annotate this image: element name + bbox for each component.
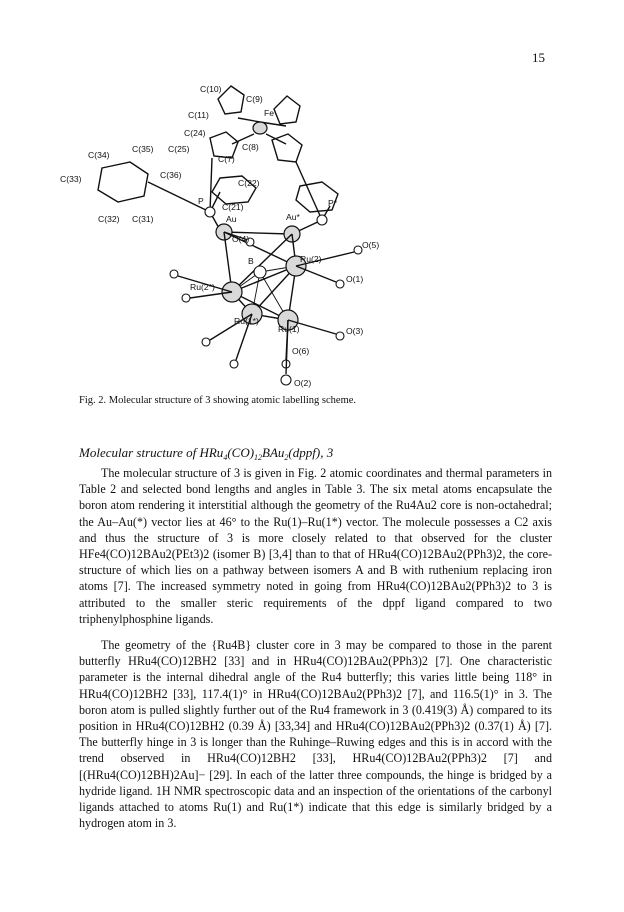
- fe-atom: [253, 122, 267, 134]
- label-c11: C(11): [188, 110, 209, 120]
- paragraph-1-text: The molecular structure of 3 is given in Fig. 2 atomic coordinates and thermal parameters in Table 2 and selected bond lengths and angles in Table 3. The six metal atoms encapsulate the boron atom rendering it interstitial although the geometry of the Ru4Au2 core is non-octahedral; the Au–Au(*) vector lies at 46° to the Ru(1)–Ru(1*) vector. The molecule possesses a C2 axis and thus the structure of 3 is more closely related to that observed for the cluster HFe4(CO)12BAu2(PEt3)2 (isomer B) [3,4] than to that of HRu4(CO)12BAu2(PPh3)2, the core-structure of which lies on a pathway between isomers A and B with ruthenium replacing iron atoms [7]. The increased symmetry noted in going from HRu4(CO)12BAu2(PPh3)2 to 3 is attributed to the smaller steric requirements of the dppf ligand compared to two triphenylphosphine ligands.: [79, 466, 552, 626]
- label-c8: C(8): [242, 142, 259, 152]
- section-heading: Molecular structure of $HRu_4(CO)_{12}BAu_2(dppf)$, 3: [79, 445, 334, 462]
- label-ru2-star: Ru(2*): [190, 282, 215, 292]
- molecular-structure-figure: [60, 82, 450, 402]
- paragraph-2-text: The geometry of the {Ru4B} cluster core in 3 may be compared to those in the parent butterfly HRu4(CO)12BH2 [33] and in HRu4(CO)12BAu2(PPh3)2 [7]. One characteristic parameter is the internal dihedral angle of the Ru4 butterfly; this varies little being 118° in HRu4(CO)12BH2 [33], 117.4(1)° in HRu4(CO)12BAu2(PPh3)2 [7], and 116.5(1)° in 3. The boron atom is pulled slightly further out of the Ru4 framework in 3 (0.419(3) Å) compared to its position in HRu4(CO)12BH2 (0.39 Å) [33,34] and HRu4(CO)12BAu2(PPh3)2 (0.37(1) Å) [7]. The butterfly hinge in 3 is longer than the Ruhinge–Ruwing edges and this is in accord with the trend observed in HRu4(CO)12BH2 [33], HRu4(CO)12BAu2(PPh3)2 [7] and [(HRu4(CO)12BH)2Au]− [29]. In each of the latter three compounds, the hinge is bridged by a hydride ligand. 1H NMR spectroscopic data and an inspection of the orientations of the carbonyl ligands attached to atoms Ru(1) and Ru(1*) indicate that this edge is similarly bridged by a hydrogen atom in 3.: [79, 638, 552, 831]
- cp-ring-upper-right: [274, 96, 300, 124]
- boron-atom: [254, 266, 266, 278]
- cp-ring-lower-right: [272, 134, 302, 162]
- label-fe: Fe: [264, 108, 275, 118]
- label-p: P: [198, 196, 204, 206]
- label-c25: C(25): [168, 144, 190, 154]
- label-c24: C(24): [184, 128, 206, 138]
- label-au-star: Au*: [286, 212, 300, 222]
- label-o2: O(2): [294, 378, 312, 388]
- label-c35: C(35): [132, 144, 154, 154]
- label-c31: C(31): [132, 214, 154, 224]
- figure-caption: Fig. 2. Molecular structure of 3 showing atomic labelling scheme.: [79, 395, 357, 406]
- label-c36: C(36): [160, 170, 182, 180]
- label-ru2: Ru(2): [300, 254, 322, 264]
- label-au: Au: [226, 214, 237, 224]
- label-c22: C(22): [238, 178, 260, 188]
- phenyl-ring-left: [98, 162, 148, 202]
- label-c10: C(10): [200, 84, 222, 94]
- label-p-star: P*: [328, 198, 338, 208]
- cp-ring-upper-left: [218, 86, 244, 114]
- label-c34: C(34): [88, 150, 110, 160]
- label-o6: O(6): [292, 346, 310, 356]
- label-c32: C(32): [98, 214, 120, 224]
- label-c7: C(7): [218, 154, 235, 164]
- label-ru1-star: Ru(1*): [234, 316, 259, 326]
- label-c9: C(9): [246, 94, 263, 104]
- paragraph-2: [79, 637, 552, 831]
- label-o1: O(1): [346, 274, 364, 284]
- p-star-atom: [317, 215, 327, 225]
- label-ru1: Ru(1): [278, 324, 300, 334]
- label-b: B: [248, 256, 254, 266]
- paragraph-1: [79, 465, 552, 627]
- label-o3: O(3): [346, 326, 364, 336]
- label-o4: O(4): [232, 234, 250, 244]
- label-c33: C(33): [60, 174, 82, 184]
- p-atom: [205, 207, 215, 217]
- label-o5: O(5): [362, 240, 380, 250]
- molecule-drawing: [60, 82, 450, 402]
- page-number: 15: [532, 50, 545, 65]
- label-c21: C(21): [222, 202, 244, 212]
